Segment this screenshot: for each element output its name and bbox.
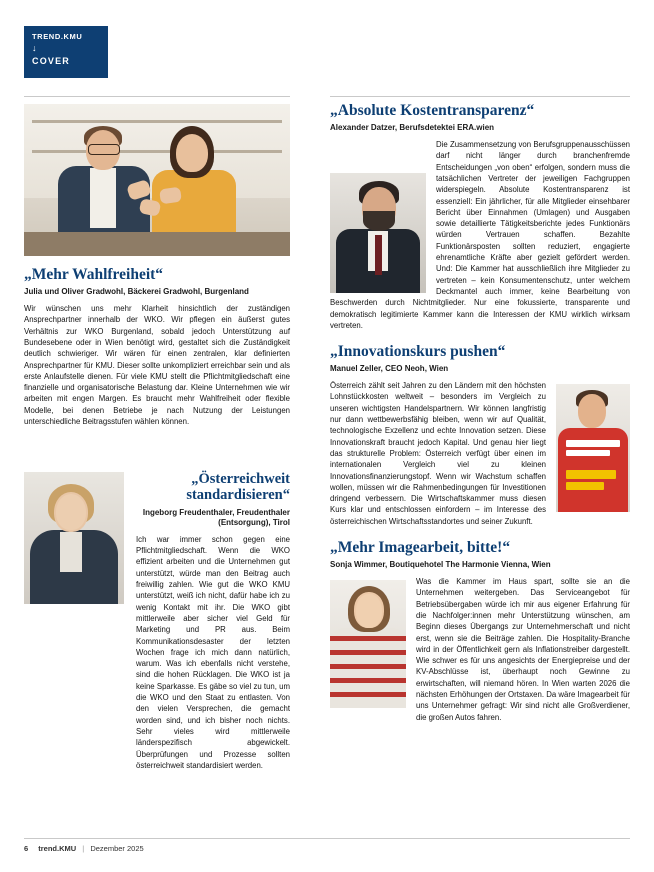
footer-issue: Dezember 2025 (90, 844, 144, 853)
masthead (24, 26, 108, 78)
article-body-imagearbeit: Was die Kammer im Haus spart, sollte sie an die Unternehmen weitergeben. Das Serviceangebot für Betriebsübergaben würde ich mir aus eigener Erfahrung für die Nachfolger:innen mehr Unterstützung wünschen, am Beginn dieses Übergangs zur Unternehmerschaft und nicht erst, wenn sie die Beiträge zahlen. Die Hospitality-Branche wird in der Öffentlichkeit gern als Inflationstreiber dargestellt. Wie schwer es für uns angesichts der Energiepreise und der KV-Abschlüsse ist, überhaupt noch Gewinne zu erwirtschaften, will niemand hören. In Wien warten 2026 die nächsten Erhöhungen der Ortstaxen. Da wäre Imagearbeit für uns Unternehmer gefragt: Wir sind nicht alle Großverdiener, die großen Autos fahren. (416, 577, 630, 722)
masthead-brand: TREND.KMU (32, 32, 83, 41)
article-headline-imagearbeit: „Mehr Imagearbeit, bitte!“ (330, 539, 511, 556)
article-byline-oesterreichweit-line2: (Entsorgung), Tirol (218, 517, 290, 527)
divider-right (330, 96, 630, 97)
article-body-innovationskurs: Österreich zählt seit Jahren zu den Ländern mit den höchsten Lohnstückkosten weltweit – besonders im Vergleich zu unseren wichtigsten Handelspartnern. Wir können langfristig nur dann wettbewerbsfähig bleiben, wenn wir auf Qualität, technologische Exzellenz und echte Innovation setzen. Diese Innovationskraft braucht jedoch Kapital. Und genau hier liegt das strukturelle Problem: Österreich verfügt über einen im internationalen Vergleich viel zu kleinen Innovationsfinanzierungstopf. Wenn wir Wachstum schaffen wollen, müssen wir die Rahmenbedingungen für Investitionen dringend verbessern. Die Wirtschaftskammer muss diesen Kurs klar und entschlossen einfordern – im Interesse des österreichischen Wirtschaftsstandortes und seiner Zukunft. (330, 381, 546, 526)
footer-brand: trend.KMU (38, 844, 77, 853)
article-headline-kostentransparenz: „Absolute Kostentransparenz“ (330, 102, 535, 119)
wimmer-portrait-photo (330, 580, 406, 708)
footer-separator: | (82, 844, 85, 853)
article-headline-oesterreichweit-line1: „Österreichweit (191, 471, 290, 487)
article-headline-innovationskurs: „Innovationskurs pushen“ (330, 343, 506, 361)
page-number: 6 (24, 844, 29, 853)
right-column (330, 102, 630, 723)
datzer-portrait-photo (330, 173, 426, 293)
freudenthaler-portrait-photo (24, 472, 124, 604)
article-body-oesterreichweit: Ich war immer schon gegen eine Pflichtmitgliedschaft. Wenn die WKO effizient arbeiten und die Unternehmen gut unterstützt, würde man den Beitrag auch freiwillig zahlen. Wie gut die WKO KMU unterstützt, weiß ich nicht, dafür habe ich zu wenig Kontakt mit ihr. Die WKO gibt mittlerweile aber sicher viel Geld für Marketing und PR aus. Beim Kommunikationsdesaster der letzten Wochen frage ich mich dann natürlich, warum. Was ich ebenfalls nicht verstehe, sind die hohen Rücklagen. Die WKO ist ja keine Sparkasse. Es gäbe so viel zu tun, um die WKO und den Staat zu entlasten. Von den vielen Versprechen, die gemacht worden sind, und ich bisher noch nichts. Sehr vieles wird mittlerweile länderspezifisch abgewickelt. Überprüfungen und Prozesse sollten österreichweit standardisiert werden. (136, 534, 290, 770)
divider-left (24, 96, 290, 97)
article-oesterreichweit (24, 472, 290, 771)
article-byline-oesterreichweit-line1: Ingeborg Freudenthaler, Freudenthaler (142, 507, 290, 517)
footer-divider (24, 838, 630, 839)
article-headline-oesterreichweit-line2: standardisieren“ (186, 486, 290, 503)
zeller-portrait-photo (556, 384, 630, 512)
article-body-wahlfreiheit: Wir wünschen uns mehr Klarheit hinsichtlich der zuständigen Ansprechpartner innerhalb der WKO. Wir pflegen ein äußerst gutes Verhältnis zur WKO Burgenland, sobald jedoch Unterstützung auf Bundesebene oder in Wien benötigt wird, gestaltet sich die Zuständigkeit deutlich schwieriger. Wir wären für einen zentralen, klar definierten Ansprechpartner für KMU. Dieser sollte unkompliziert erreichbar sein und als erste Anlaufstelle dienen. Für viele KMU stellt die Pflichtmitgliedschaft eine finanzielle und organisatorische Belastung dar. Kleine Unternehmen wie wir arbeiten mit engen Margen. Es braucht mehr Wahlfreiheit oder flexible Modelle, bei denen Betriebe je nach Nutzung der Leistungen unterschiedliche Beitragsstufen wählen können. (24, 304, 290, 427)
article-byline-imagearbeit: Sonja Wimmer, Boutiquehotel The Harmonie Vienna, Wien (330, 560, 551, 570)
article-headline-wahlfreiheit: „Mehr Wahlfreiheit“ (24, 266, 164, 283)
left-column (24, 104, 290, 427)
article-byline-kostentransparenz: Alexander Datzer, Berufsdetektei ERA.wien (330, 123, 495, 133)
article-byline-wahlfreiheit: Julia und Oliver Gradwohl, Bäckerei Gradwohl, Burgenland (24, 287, 249, 297)
down-arrow-icon: ↓ (32, 43, 37, 53)
page-footer (24, 844, 144, 853)
masthead-section: COVER (32, 56, 71, 66)
article-body-kostentransparenz: Die Zusammensetzung von Berufsgruppenausschüssen darf nicht länger durch branchenfremde Entscheidungen „von oben“ erfolgen, sondern muss die tatsächlichen Vertreter der jeweiligen Fachgruppen widerspiegeln. Absolute Kostentransparenz ist essenziell: Ein jährlicher, für alle Mitglieder einsehbarer Bericht über Einnahmen (Umlagen) und Ausgaben sowie detaillierte Tätigkeitsberichte jedes Funktionärs würden Vertrauen schaffen. Bezahlte Funktionärsposten sollten reduziert, engagierte ehrenamtliche Kräfte aber gezielt gefördert werden. Und: Die Kammer hat ausschließlich ihre Mitglieder zu vertreten – kein Konsumentenschutz, unter welchem Deckmantel auch immer, keine Bearbeitung von Beschwerden durch Nichtmitglieder. Nur eine fokussierte, transparente und demokratisch legitimierte Kammer kann die Interessen der KMU wirklich wirksam vertreten. (330, 140, 630, 330)
bakery-couple-photo (24, 104, 290, 256)
article-byline-innovationskurs: Manuel Zeller, CEO Neoh, Wien (330, 364, 449, 374)
